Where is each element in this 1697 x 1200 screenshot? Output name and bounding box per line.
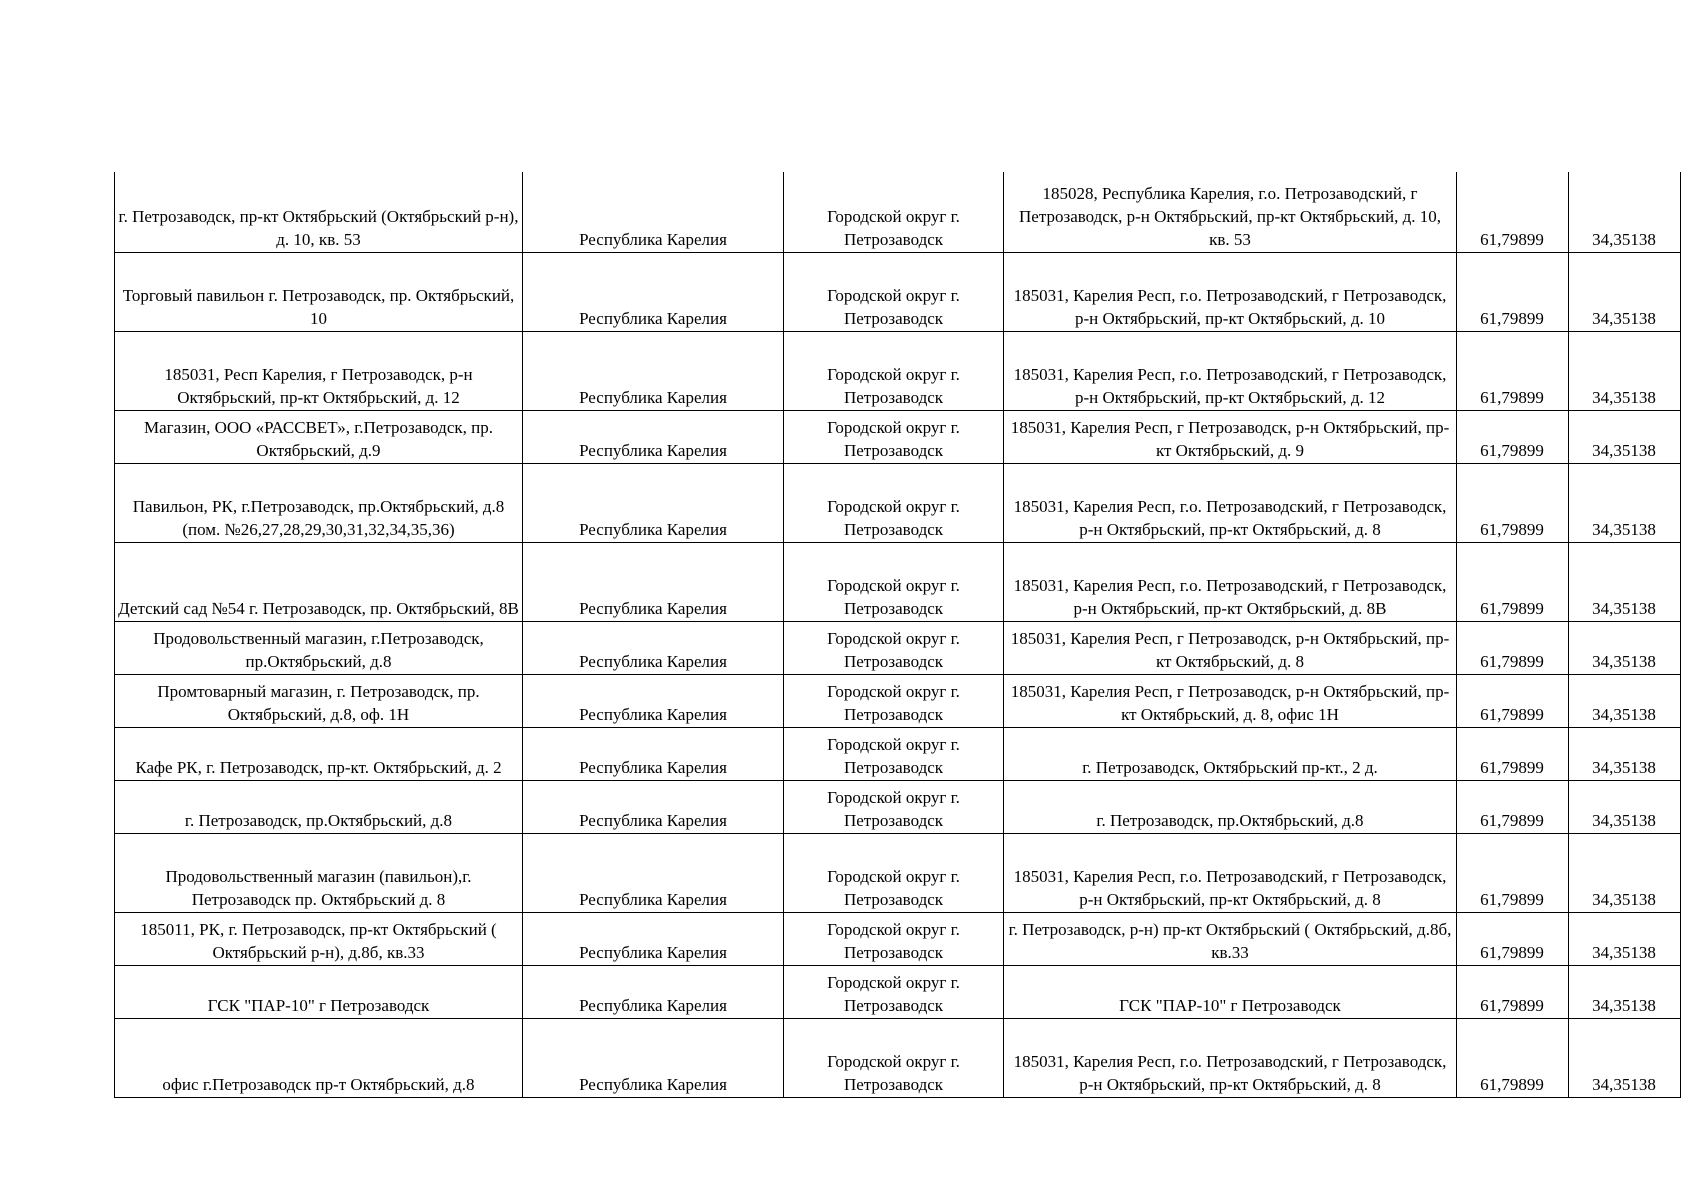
longitude-cell: 34,35138	[1569, 621, 1681, 674]
latitude-cell: 61,79899	[1457, 542, 1569, 621]
latitude-cell: 61,79899	[1457, 463, 1569, 542]
municipality-cell: Городской округ г. Петрозаводск	[784, 912, 1004, 965]
table-row	[115, 780, 1681, 833]
latitude-cell: 61,79899	[1457, 410, 1569, 463]
table-row	[115, 965, 1681, 1018]
latitude-cell: 61,79899	[1457, 833, 1569, 912]
region-cell: Республика Карелия	[523, 674, 784, 727]
region-cell: Республика Карелия	[523, 172, 784, 252]
longitude-cell: 34,35138	[1569, 674, 1681, 727]
object-name-cell: Торговый павильон г. Петрозаводск, пр. Октябрьский, 10	[115, 252, 523, 331]
address-cell: 185031, Карелия Респ, г.о. Петрозаводский, г Петрозаводск, р-н Октябрьский, пр-кт Октябрьский, д. 8	[1004, 463, 1457, 542]
table-row	[115, 674, 1681, 727]
address-cell: 185031, Карелия Респ, г.о. Петрозаводский, г Петрозаводск, р-н Октябрьский, пр-кт Октябрьский, д. 12	[1004, 331, 1457, 410]
latitude-cell: 61,79899	[1457, 780, 1569, 833]
latitude-cell: 61,79899	[1457, 252, 1569, 331]
longitude-cell: 34,35138	[1569, 542, 1681, 621]
address-cell: 185031, Карелия Респ, г.о. Петрозаводский, г Петрозаводск, р-н Октябрьский, пр-кт Октябрьский, д. 8	[1004, 1018, 1457, 1097]
table-row	[115, 172, 1681, 252]
region-cell: Республика Карелия	[523, 912, 784, 965]
address-cell: 185031, Карелия Респ, г Петрозаводск, р-н Октябрьский, пр-кт Октябрьский, д. 9	[1004, 410, 1457, 463]
longitude-cell: 34,35138	[1569, 780, 1681, 833]
address-cell: 185031, Карелия Респ, г Петрозаводск, р-н Октябрьский, пр-кт Октябрьский, д. 8	[1004, 621, 1457, 674]
longitude-cell: 34,35138	[1569, 833, 1681, 912]
table-row	[115, 727, 1681, 780]
latitude-cell: 61,79899	[1457, 912, 1569, 965]
longitude-cell: 34,35138	[1569, 331, 1681, 410]
municipality-cell: Городской округ г. Петрозаводск	[784, 621, 1004, 674]
latitude-cell: 61,79899	[1457, 727, 1569, 780]
longitude-cell: 34,35138	[1569, 252, 1681, 331]
latitude-cell: 61,79899	[1457, 674, 1569, 727]
municipality-cell: Городской округ г. Петрозаводск	[784, 331, 1004, 410]
municipality-cell: Городской округ г. Петрозаводск	[784, 780, 1004, 833]
region-cell: Республика Карелия	[523, 621, 784, 674]
region-cell: Республика Карелия	[523, 965, 784, 1018]
longitude-cell: 34,35138	[1569, 1018, 1681, 1097]
table-row	[115, 410, 1681, 463]
region-cell: Республика Карелия	[523, 542, 784, 621]
address-table	[114, 172, 1681, 1098]
address-cell: г. Петрозаводск, Октябрьский пр-кт., 2 д.	[1004, 727, 1457, 780]
region-cell: Республика Карелия	[523, 727, 784, 780]
region-cell: Республика Карелия	[523, 331, 784, 410]
address-cell: г. Петрозаводск, р-н) пр-кт Октябрьский ( Октябрьский, д.8б, кв.33	[1004, 912, 1457, 965]
object-name-cell: Магазин, ООО «РАССВЕТ», г.Петрозаводск, пр. Октябрьский, д.9	[115, 410, 523, 463]
region-cell: Республика Карелия	[523, 780, 784, 833]
address-cell: 185031, Карелия Респ, г.о. Петрозаводский, г Петрозаводск, р-н Октябрьский, пр-кт Октябрьский, д. 10	[1004, 252, 1457, 331]
object-name-cell: Продовольственный магазин (павильон),г. Петрозаводск пр. Октябрьский д. 8	[115, 833, 523, 912]
latitude-cell: 61,79899	[1457, 331, 1569, 410]
municipality-cell: Городской округ г. Петрозаводск	[784, 542, 1004, 621]
municipality-cell: Городской округ г. Петрозаводск	[784, 965, 1004, 1018]
longitude-cell: 34,35138	[1569, 965, 1681, 1018]
municipality-cell: Городской округ г. Петрозаводск	[784, 172, 1004, 252]
latitude-cell: 61,79899	[1457, 965, 1569, 1018]
municipality-cell: Городской округ г. Петрозаводск	[784, 463, 1004, 542]
region-cell: Республика Карелия	[523, 463, 784, 542]
object-name-cell: офис г.Петрозаводск пр-т Октябрьский, д.8	[115, 1018, 523, 1097]
address-cell: 185031, Карелия Респ, г Петрозаводск, р-н Октябрьский, пр-кт Октябрьский, д. 8, офис 1Н	[1004, 674, 1457, 727]
latitude-cell: 61,79899	[1457, 1018, 1569, 1097]
address-cell: 185028, Республика Карелия, г.о. Петрозаводский, г Петрозаводск, р-н Октябрьский, пр-кт Октябрьский, д. 10, кв. 53	[1004, 172, 1457, 252]
object-name-cell: Павильон, РК, г.Петрозаводск, пр.Октябрьский, д.8 (пом. №26,27,28,29,30,31,32,34,35,36)	[115, 463, 523, 542]
object-name-cell: 185011, РК, г. Петрозаводск, пр-кт Октябрьский ( Октябрьский р-н), д.8б, кв.33	[115, 912, 523, 965]
address-cell: 185031, Карелия Респ, г.о. Петрозаводский, г Петрозаводск, р-н Октябрьский, пр-кт Октябрьский, д. 8	[1004, 833, 1457, 912]
table-row	[115, 621, 1681, 674]
table-row	[115, 252, 1681, 331]
municipality-cell: Городской округ г. Петрозаводск	[784, 1018, 1004, 1097]
latitude-cell: 61,79899	[1457, 172, 1569, 252]
municipality-cell: Городской округ г. Петрозаводск	[784, 252, 1004, 331]
region-cell: Республика Карелия	[523, 410, 784, 463]
object-name-cell: Промтоварный магазин, г. Петрозаводск, пр. Октябрьский, д.8, оф. 1Н	[115, 674, 523, 727]
table-row	[115, 833, 1681, 912]
longitude-cell: 34,35138	[1569, 912, 1681, 965]
object-name-cell: Продовольственный магазин, г.Петрозаводск, пр.Октябрьский, д.8	[115, 621, 523, 674]
address-cell: г. Петрозаводск, пр.Октябрьский, д.8	[1004, 780, 1457, 833]
municipality-cell: Городской округ г. Петрозаводск	[784, 674, 1004, 727]
municipality-cell: Городской округ г. Петрозаводск	[784, 727, 1004, 780]
longitude-cell: 34,35138	[1569, 410, 1681, 463]
region-cell: Республика Карелия	[523, 252, 784, 331]
object-name-cell: г. Петрозаводск, пр-кт Октябрьский (Октябрьский р-н), д. 10, кв. 53	[115, 172, 523, 252]
object-name-cell: ГСК "ПАР-10" г Петрозаводск	[115, 965, 523, 1018]
municipality-cell: Городской округ г. Петрозаводск	[784, 833, 1004, 912]
table-row	[115, 912, 1681, 965]
longitude-cell: 34,35138	[1569, 172, 1681, 252]
municipality-cell: Городской округ г. Петрозаводск	[784, 410, 1004, 463]
table-row	[115, 463, 1681, 542]
address-cell: 185031, Карелия Респ, г.о. Петрозаводский, г Петрозаводск, р-н Октябрьский, пр-кт Октябрьский, д. 8В	[1004, 542, 1457, 621]
longitude-cell: 34,35138	[1569, 727, 1681, 780]
object-name-cell: 185031, Респ Карелия, г Петрозаводск, р-н Октябрьский, пр-кт Октябрьский, д. 12	[115, 331, 523, 410]
object-name-cell: г. Петрозаводск, пр.Октябрьский, д.8	[115, 780, 523, 833]
table-row	[115, 1018, 1681, 1097]
region-cell: Республика Карелия	[523, 1018, 784, 1097]
object-name-cell: Детский сад №54 г. Петрозаводск, пр. Октябрьский, 8В	[115, 542, 523, 621]
longitude-cell: 34,35138	[1569, 463, 1681, 542]
latitude-cell: 61,79899	[1457, 621, 1569, 674]
region-cell: Республика Карелия	[523, 833, 784, 912]
table-row	[115, 542, 1681, 621]
address-cell: ГСК "ПАР-10" г Петрозаводск	[1004, 965, 1457, 1018]
table-row	[115, 331, 1681, 410]
object-name-cell: Кафе РК, г. Петрозаводск, пр-кт. Октябрьский, д. 2	[115, 727, 523, 780]
